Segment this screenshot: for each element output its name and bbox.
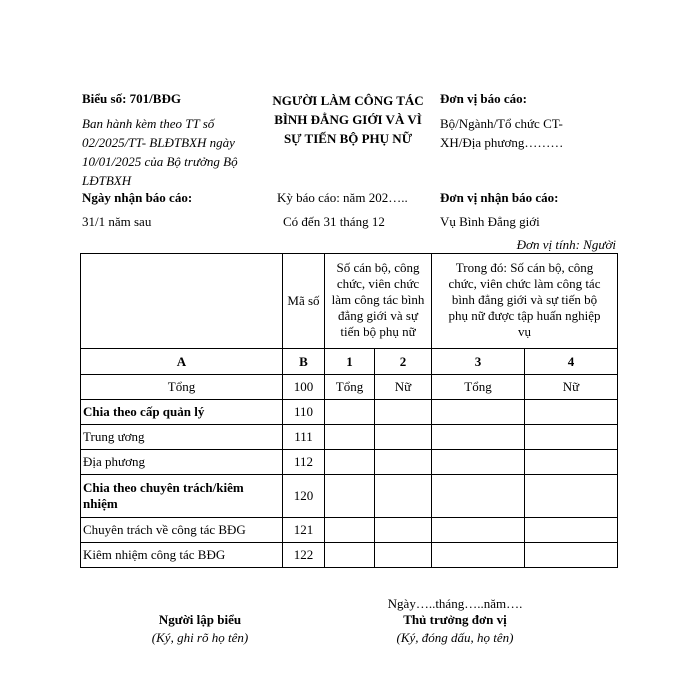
cell-3[interactable]: Tổng <box>432 375 525 400</box>
receiving-unit-label: Đơn vị nhận báo cáo: <box>440 190 559 205</box>
reporting-unit-line: Bộ/Ngành/Tổ chức CT- <box>440 116 563 131</box>
row-label: Trung ương <box>81 425 283 450</box>
group2-line: bình đẳng giới và sự tiến bộ <box>451 292 598 307</box>
cell-2[interactable] <box>375 475 432 518</box>
title-line: SỰ TIẾN BỘ PHỤ NỮ <box>283 131 413 146</box>
cell-4[interactable] <box>525 400 618 425</box>
report-table <box>80 253 618 568</box>
title-line: BÌNH ĐẲNG GIỚI VÀ VÌ <box>274 112 422 127</box>
header-blank-cell <box>81 254 283 349</box>
column-letter-row <box>81 349 618 375</box>
header-code: Mã số <box>283 254 325 349</box>
cell-4[interactable] <box>525 425 618 450</box>
table-row <box>81 518 618 543</box>
reporting-unit-line: XH/Địa phương……… <box>440 135 564 150</box>
report-title <box>258 91 438 148</box>
cell-3[interactable] <box>432 425 525 450</box>
issued-by-note <box>82 114 272 190</box>
cell-1[interactable] <box>325 475 375 518</box>
row-code: 120 <box>283 475 325 518</box>
row-code: 121 <box>283 518 325 543</box>
issued-line: Ban hành kèm theo TT số <box>82 116 215 131</box>
cell-4[interactable]: Nữ <box>525 375 618 400</box>
row-code: 112 <box>283 450 325 475</box>
group2-line: phụ nữ được tập huấn nghiệp <box>448 308 601 323</box>
preparer-title: Người lập biểu <box>158 612 242 627</box>
sign-date-line: Ngày…..tháng…..năm…. <box>387 596 523 611</box>
table-row <box>81 450 618 475</box>
receive-date-label: Ngày nhận báo cáo: <box>82 190 193 205</box>
row-label: Tổng <box>81 375 283 400</box>
cell-1[interactable] <box>325 450 375 475</box>
receive-date-value: 31/1 năm sau <box>82 214 152 229</box>
row-code: 111 <box>283 425 325 450</box>
cell-1[interactable]: Tổng <box>325 375 375 400</box>
col-letter: 4 <box>525 349 618 375</box>
table-row <box>81 375 618 400</box>
group1-line: tiến bộ phụ nữ <box>340 324 416 339</box>
table-row <box>81 400 618 425</box>
cell-3[interactable] <box>432 518 525 543</box>
cell-4[interactable] <box>525 475 618 518</box>
cell-4[interactable] <box>525 543 618 568</box>
period-value: Có đến 31 tháng 12 <box>283 214 385 229</box>
row-label: Chia theo chuyên trách/kiêm nhiệm <box>81 475 283 518</box>
col-letter: 3 <box>432 349 525 375</box>
cell-1[interactable] <box>325 518 375 543</box>
group1-line: chức, viên chức <box>336 276 420 291</box>
group1-line: Số cán bộ, công <box>336 260 420 275</box>
cell-1[interactable] <box>325 400 375 425</box>
table-row <box>81 475 618 518</box>
reporting-unit-value <box>440 114 620 152</box>
table-header-row <box>81 254 618 349</box>
cell-2[interactable] <box>375 425 432 450</box>
period-label: Kỳ báo cáo: năm 202….. <box>277 190 408 205</box>
cell-3[interactable] <box>432 400 525 425</box>
header-group2 <box>432 254 618 349</box>
head-title: Thủ trưởng đơn vị <box>403 612 507 627</box>
preparer-note: (Ký, ghi rõ họ tên) <box>151 630 249 645</box>
table-row <box>81 543 618 568</box>
title-line: NGƯỜI LÀM CÔNG TÁC <box>272 93 424 108</box>
group2-line: vụ <box>518 324 531 339</box>
issued-line: 02/2025/TT- BLĐTBXH ngày <box>82 135 235 150</box>
col-letter: 2 <box>375 349 432 375</box>
row-code: 122 <box>283 543 325 568</box>
table-row <box>81 425 618 450</box>
cell-2[interactable] <box>375 400 432 425</box>
group1-line: làm công tác bình <box>331 292 425 307</box>
cell-1[interactable] <box>325 425 375 450</box>
col-letter: A <box>81 349 283 375</box>
header-group1 <box>325 254 432 349</box>
cell-4[interactable] <box>525 450 618 475</box>
row-label: Chuyên trách về công tác BĐG <box>81 518 283 543</box>
cell-3[interactable] <box>432 450 525 475</box>
row-code: 100 <box>283 375 325 400</box>
issued-line: 10/01/2025 của Bộ trưởng Bộ <box>82 154 238 169</box>
cell-2[interactable] <box>375 543 432 568</box>
cell-4[interactable] <box>525 518 618 543</box>
group2-line: chức, viên chức làm công tác <box>448 276 601 291</box>
receiving-unit-value: Vụ Bình Đẳng giới <box>440 214 540 229</box>
cell-2[interactable] <box>375 450 432 475</box>
row-label: Kiêm nhiệm công tác BĐG <box>81 543 283 568</box>
issued-line: LĐTBXH <box>82 173 132 188</box>
cell-3[interactable] <box>432 543 525 568</box>
group2-line: Trong đó: Số cán bộ, công <box>455 260 594 275</box>
form-number: Biểu số: 701/BĐG <box>82 91 181 106</box>
col-letter: 1 <box>325 349 375 375</box>
row-label: Chia theo cấp quản lý <box>81 400 283 425</box>
cell-2[interactable]: Nữ <box>375 375 432 400</box>
cell-3[interactable] <box>432 475 525 518</box>
row-code: 110 <box>283 400 325 425</box>
cell-2[interactable] <box>375 518 432 543</box>
col-letter: B <box>283 349 325 375</box>
unit-note: Đơn vị tính: Người <box>516 237 616 252</box>
group1-line: đẳng giới và sự <box>338 308 418 323</box>
row-label: Địa phương <box>81 450 283 475</box>
head-note: (Ký, đóng dấu, họ tên) <box>396 630 514 645</box>
cell-1[interactable] <box>325 543 375 568</box>
reporting-unit-label: Đơn vị báo cáo: <box>440 91 528 106</box>
